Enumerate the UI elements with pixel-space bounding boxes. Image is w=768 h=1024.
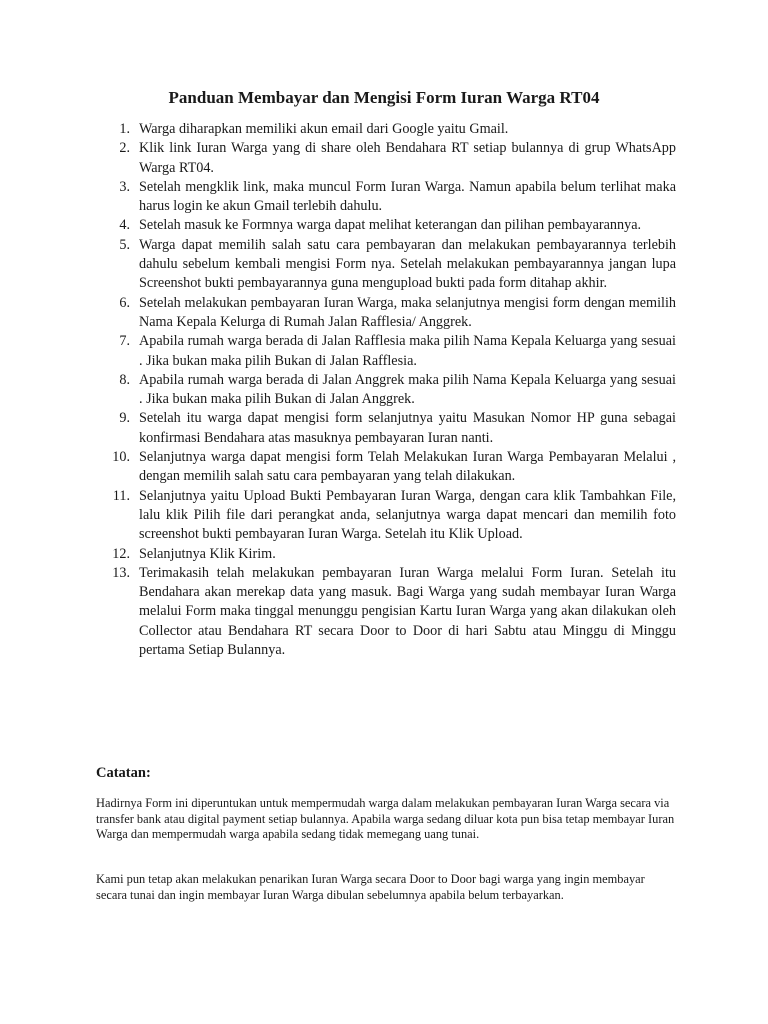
- step-text: Apabila rumah warga berada di Jalan Anggrek maka pilih Nama Kepala Keluarga yang sesuai . Jika bukan maka pilih Bukan di Jalan Anggrek.: [139, 371, 676, 408]
- list-item: [96, 216, 676, 235]
- list-item: [96, 487, 676, 545]
- step-number: 11.: [112, 487, 130, 504]
- step-text: Klik link Iuran Warga yang di share oleh Bendahara RT setiap bulannya di grup WhatsApp Warga RT04.: [139, 140, 676, 176]
- list-item: [96, 120, 676, 139]
- step-text: Warga diharapkan memiliki akun email dari Google yaitu Gmail.: [139, 121, 509, 137]
- list-item: [96, 294, 676, 333]
- step-text: Setelah itu warga dapat mengisi form selanjutnya yaitu Masukan Nomor HP guna sebagai konfirmasi Bendahara atas masuknya pembayaran Iuran nanti.: [139, 410, 676, 446]
- step-text: Selanjutnya yaitu Upload Bukti Pembayaran Iuran Warga, dengan cara klik Tambahkan File, lalu klik Pilih file dari perangkat anda, selanjutnya warga dapat mencari dan memilih foto screenshot bukti pembayaran Iuran Warga. Setelah itu Klik Upload.: [139, 487, 676, 543]
- step-text: Apabila rumah warga berada di Jalan Rafflesia maka pilih Nama Kepala Keluarga yang sesuai . Jika bukan maka pilih Bukan di Jalan Rafflesia.: [139, 333, 676, 369]
- step-text: Selanjutnya Klik Kirim.: [139, 545, 276, 562]
- step-number: 6.: [119, 294, 130, 311]
- step-number: 7.: [119, 333, 130, 350]
- step-number: 3.: [119, 178, 130, 195]
- step-number: 5.: [119, 236, 130, 253]
- step-number: 4.: [119, 217, 130, 234]
- note-paragraph: Hadirnya Form ini diperuntukan untuk mempermudah warga dalam melakukan pembayaran Iuran Warga secara via transfer bank atau digital payment setiap bulannya. Apabila warga sedang diluar kota pun bisa tetap membayar Iuran Warga dan mempermudah warga apabila sedang tidak memegang uang tunai.: [96, 796, 675, 842]
- list-item: [96, 139, 676, 178]
- list-item: [96, 332, 676, 371]
- note-paragraph: Kami pun tetap akan melakukan penarikan Iuran Warga secara Door to Door bagi warga yang ingin membayar secara tunai dan ingin membayar Iuran Warga dibulan sebelumnya apabila belum terbayarkan.: [96, 872, 645, 902]
- step-text: Warga dapat memilih salah satu cara pembayaran dan melakukan pembayarannya terlebih dahulu sebelum kembali mengisi Form nya. Setelah melakukan pembayarannya jangan lupa Screenshot bukti pembayarannya guna mengupload bukti pada form ditahap akhir.: [139, 236, 676, 292]
- list-item: [96, 545, 676, 564]
- step-number: 9.: [119, 410, 130, 427]
- step-text: Setelah mengklik link, maka muncul Form Iuran Warga. Namun apabila belum terlihat maka harus login ke akun Gmail terlebih dahulu.: [139, 178, 676, 215]
- notes-heading: Catatan:: [96, 765, 151, 781]
- step-number: 2.: [119, 140, 130, 157]
- list-item: [96, 564, 676, 660]
- list-item: [96, 409, 676, 448]
- list-item: [96, 236, 676, 294]
- list-item: [96, 448, 676, 487]
- step-text: Selanjutnya warga dapat mengisi form Telah Melakukan Iuran Warga Pembayaran Melalui , dengan memilih salah satu cara pembayaran yang telah dilakukan.: [139, 449, 676, 485]
- step-number: 13.: [112, 564, 130, 581]
- list-item: [96, 371, 676, 410]
- document-title: Panduan Membayar dan Mengisi Form Iuran Warga RT04: [168, 88, 600, 107]
- step-number: 10.: [112, 449, 130, 466]
- step-number: 8.: [119, 371, 130, 388]
- step-number: 12.: [112, 545, 130, 562]
- step-text: Setelah masuk ke Formnya warga dapat melihat keterangan dan pilihan pembayarannya.: [139, 217, 642, 234]
- step-text: Setelah melakukan pembayaran Iuran Warga, maka selanjutnya mengisi form dengan memilih Nama Kepala Kelurga di Rumah Jalan Rafflesia/ Anggrek.: [139, 294, 676, 330]
- steps-list: [96, 120, 676, 660]
- list-item: [96, 178, 676, 217]
- step-text: Terimakasih telah melakukan pembayaran Iuran Warga melalui Form Iuran. Setelah itu Bendahara akan merekap data yang masuk. Bagi Warga yang sudah membayar Iuran Warga melalui Form maka tinggal menunggu pengisian Kartu Iuran Warga yang akan dilakukan oleh Collector atau Bendahara RT secara Door to Door di hari Sabtu atau Minggu di Minggu pertama Setiap Bulannya.: [139, 564, 676, 659]
- step-number: 1.: [119, 121, 130, 137]
